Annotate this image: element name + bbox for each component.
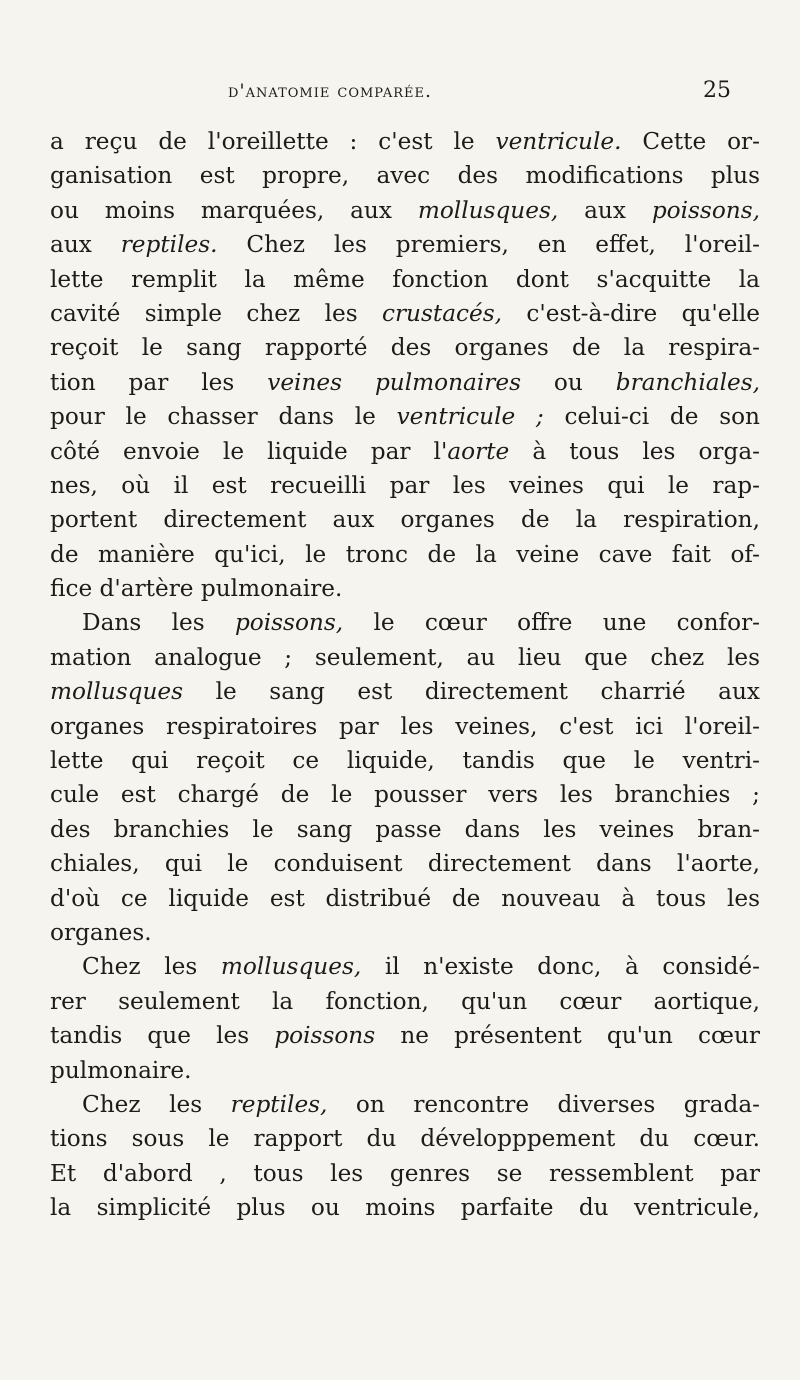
- text-line: [50, 675, 760, 709]
- running-title: d'anatomie comparée.: [228, 80, 433, 102]
- running-head: [0, 70, 800, 110]
- text-line: [50, 1019, 760, 1053]
- text-segment: a reçu de l'oreillette : c'est le: [50, 128, 496, 155]
- text-segment: le cœur offre une confor-: [343, 609, 760, 637]
- italic-text: reptiles.: [120, 231, 218, 259]
- text-segment: portent directement aux organes de la respiration,: [50, 506, 760, 534]
- text-segment: mation analogue ; seulement, au lieu que chez les: [50, 643, 760, 671]
- italic-text: ventricule ;: [396, 403, 544, 431]
- text-line: [50, 778, 760, 812]
- text-line: [50, 572, 760, 606]
- text-segment: la simplicité plus ou moins parfaite du ventricule,: [50, 1194, 760, 1222]
- text-segment: reçoit le sang rapporté des organes de la respira-: [50, 334, 760, 362]
- italic-text: mollusques: [50, 678, 184, 706]
- text-segment: cavité simple chez les: [50, 299, 382, 327]
- text-segment: ganisation est propre, avec des modifications plus: [50, 162, 760, 190]
- italic-text: mollusques,: [220, 953, 362, 981]
- text-segment: ou: [520, 368, 616, 396]
- text-segment: pulmonaire.: [50, 1056, 192, 1084]
- text-segment: aux: [50, 231, 121, 259]
- text-segment: celui-ci de son: [543, 403, 760, 431]
- text-line: [50, 710, 760, 744]
- text-line: [50, 125, 760, 159]
- text-segment: fice d'artère pulmonaire.: [50, 575, 343, 603]
- text-segment: lette qui reçoit ce liquide, tandis que le ventri-: [50, 747, 760, 775]
- text-line: [50, 813, 760, 847]
- text-segment: tandis que les: [50, 1022, 275, 1050]
- text-line: [50, 1088, 760, 1122]
- text-segment: d'où ce liquide est distribué de nouveau à tous les: [50, 884, 760, 912]
- text-segment: à tous les orga-: [509, 437, 760, 465]
- text-line: [50, 1157, 760, 1191]
- text-segment: Dans les: [82, 609, 235, 637]
- text-segment: des branchies le sang passe dans les veines bran-: [50, 815, 760, 843]
- text-line: [50, 331, 760, 365]
- text-line: [50, 641, 760, 675]
- text-line: [50, 606, 760, 640]
- italic-text: aorte: [447, 437, 510, 465]
- text-segment: nes, où il est recueilli par les veines qui le rap-: [50, 471, 760, 499]
- italic-text: crustacés,: [381, 299, 502, 327]
- text-line: [50, 297, 760, 331]
- italic-text: ventricule.: [495, 128, 622, 155]
- text-line: [50, 194, 760, 228]
- italic-text: poissons,: [234, 609, 344, 637]
- text-line: [50, 744, 760, 778]
- text-line: [50, 882, 760, 916]
- text-line: [50, 366, 760, 400]
- text-segment: organes respiratoires par les veines, c'est ici l'oreil-: [50, 712, 760, 740]
- text-segment: ou moins marquées, aux: [50, 196, 418, 224]
- text-line: [50, 538, 760, 572]
- italic-text: veines pulmonaires: [267, 368, 521, 396]
- text-segment: rer seulement la fonction, qu'un cœur aortique,: [50, 987, 760, 1015]
- text-line: [50, 263, 760, 297]
- text-segment: pour le chasser dans le: [50, 403, 397, 431]
- text-segment: aux: [558, 196, 652, 224]
- text-segment: de manière qu'ici, le tronc de la veine cave fait of-: [50, 540, 760, 568]
- italic-text: poissons,: [651, 196, 760, 224]
- text-line: [50, 469, 760, 503]
- italic-text: poissons: [274, 1022, 376, 1050]
- page-number: 25: [703, 78, 731, 103]
- italic-text: branchiales,: [615, 368, 760, 396]
- text-segment: il n'existe donc, à considé-: [361, 953, 760, 981]
- text-segment: ne présentent qu'un cœur: [375, 1022, 760, 1050]
- text-segment: Chez les: [82, 1090, 231, 1118]
- text-line: [50, 1191, 760, 1225]
- text-segment: Chez les: [82, 953, 221, 981]
- italic-text: reptiles,: [230, 1090, 328, 1118]
- text-segment: tions sous le rapport du développpement du cœur.: [50, 1125, 760, 1153]
- text-segment: le sang est directement charrié aux: [183, 678, 760, 706]
- text-line: [50, 985, 760, 1019]
- text-segment: Cette or-: [621, 128, 760, 155]
- text-segment: côté envoie le liquide par l': [50, 437, 448, 465]
- text-segment: Et d'abord , tous les genres se ressemblent par: [50, 1159, 760, 1187]
- text-segment: on rencontre diverses grada-: [327, 1090, 760, 1118]
- text-segment: tion par les: [50, 368, 268, 396]
- body-text: [50, 125, 760, 1226]
- text-line: [50, 950, 760, 984]
- text-line: [50, 400, 760, 434]
- text-line: [50, 159, 760, 193]
- text-segment: lette remplit la même fonction dont s'acquitte la: [50, 265, 760, 293]
- italic-text: mollusques,: [417, 196, 559, 224]
- text-line: [50, 847, 760, 881]
- text-line: [50, 503, 760, 537]
- text-line: [50, 1122, 760, 1156]
- text-segment: Chez les premiers, en effet, l'oreil-: [217, 231, 760, 259]
- text-line: [50, 1054, 760, 1088]
- text-line: [50, 435, 760, 469]
- text-segment: organes.: [50, 918, 152, 946]
- text-segment: cule est chargé de le pousser vers les branchies ;: [50, 781, 760, 809]
- text-segment: chiales, qui le conduisent directement dans l'aorte,: [50, 850, 760, 878]
- text-segment: c'est-à-dire qu'elle: [502, 299, 760, 327]
- text-line: [50, 916, 760, 950]
- text-line: [50, 228, 760, 262]
